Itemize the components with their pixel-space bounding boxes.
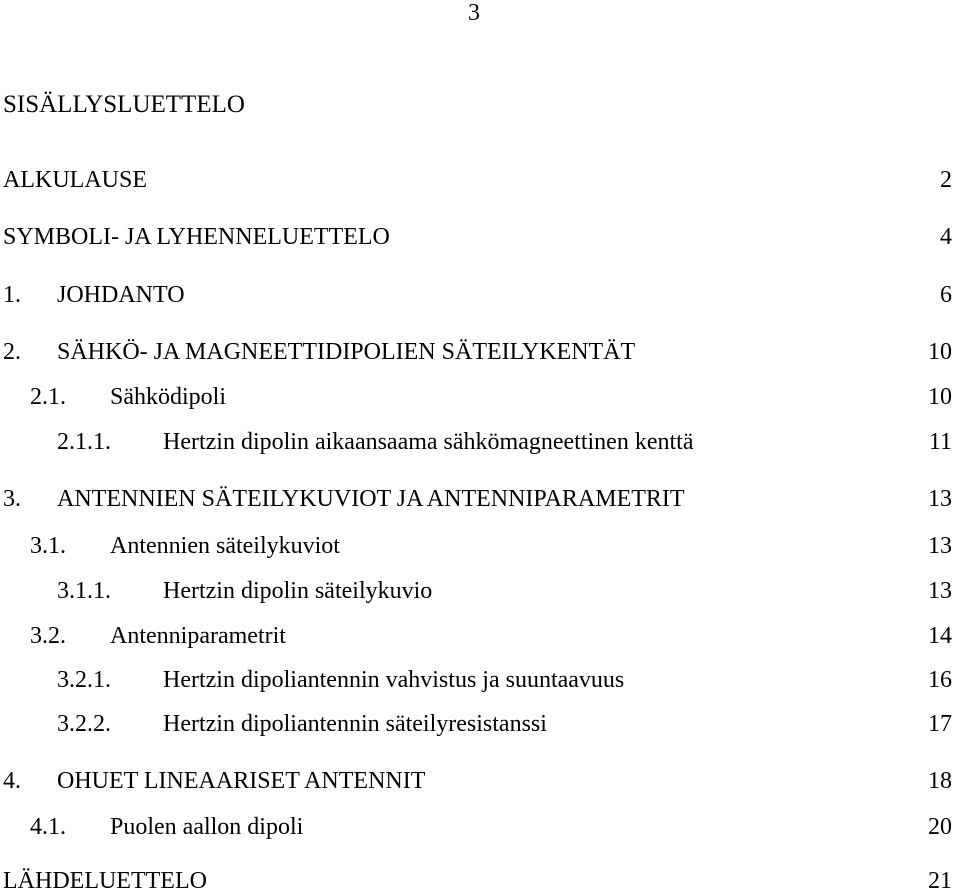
toc-entry-2-1: [0, 383, 960, 411]
toc-entry-number: 4.: [3, 768, 21, 794]
toc-entry-1: [0, 281, 960, 309]
toc-entry-text: Antennien säteilykuviot: [110, 533, 340, 559]
toc-entry-number: 3.2.: [30, 623, 66, 649]
toc-entry-alkulause: [0, 166, 960, 194]
toc-entry-text: ANTENNIEN SÄTEILYKUVIOT JA ANTENNIPARAMETRIT: [57, 486, 685, 512]
toc-entry-text: Hertzin dipolin aikaansaama sähkömagneettinen kenttä: [163, 429, 694, 455]
toc-entry-number: 1.: [3, 282, 21, 308]
toc-entry-number: 3.1.: [30, 533, 66, 559]
toc-entry-text: Sähködipoli: [110, 384, 227, 410]
toc-entry-text: SYMBOLI- JA LYHENNELUETTELO: [3, 224, 390, 250]
toc-entry-page: 14: [928, 623, 952, 649]
toc-entry-text: Puolen aallon dipoli: [110, 814, 304, 840]
toc-entry-number: 2.1.: [30, 384, 66, 410]
toc-entry-number: 4.1.: [30, 814, 66, 840]
toc-entry-text: Hertzin dipoliantennin vahvistus ja suuntaavuus: [163, 667, 625, 693]
toc-entry-page: 10: [928, 384, 952, 410]
toc-entry-text: Hertzin dipolin säteilykuvio: [163, 578, 433, 604]
toc-entry-3-1: [0, 532, 960, 560]
toc-entry-3-2: [0, 622, 960, 650]
toc-entry-page: 11: [928, 429, 952, 455]
toc-entry-text: JOHDANTO: [57, 282, 185, 308]
toc-entry-number: 3.: [3, 486, 21, 512]
toc-entry-4-1: [0, 813, 960, 841]
toc-entry-page: 18: [928, 768, 952, 794]
toc-entry-page: 21: [928, 868, 952, 894]
toc-entry-number: 3.2.2.: [57, 711, 111, 737]
toc-entry-page: 10: [928, 339, 952, 365]
toc-entry-text: ALKULAUSE: [3, 167, 147, 193]
toc-entry-2: [0, 338, 960, 366]
toc-entry-page: 13: [928, 578, 952, 604]
toc-entry-4: [0, 767, 960, 795]
toc-entry-number: 3.1.1.: [57, 578, 111, 604]
toc-entry-text: LÄHDELUETTELO: [3, 868, 207, 894]
toc-entry-text: Hertzin dipoliantennin säteilyresistanssi: [163, 711, 547, 737]
toc-entry-page: 13: [928, 486, 952, 512]
toc-entry-symboliluettelo: [0, 223, 960, 251]
toc-entry-page: 17: [928, 711, 952, 737]
toc-entry-text: SÄHKÖ- JA MAGNEETTIDIPOLIEN SÄTEILYKENTÄT: [57, 339, 636, 365]
toc-entry-page: 2: [940, 167, 952, 193]
toc-entry-3: [0, 485, 960, 513]
toc-entry-page: 4: [940, 224, 952, 250]
toc-entry-3-2-2: [0, 710, 960, 738]
toc-entry-page: 13: [928, 533, 952, 559]
toc-entry-number: 2.: [3, 339, 21, 365]
toc-entry-3-2-1: [0, 666, 960, 694]
page-number: 3: [468, 0, 480, 26]
toc-entry-page: 16: [928, 667, 952, 693]
toc-entry-page: 6: [940, 282, 952, 308]
toc-entry-number: 3.2.1.: [57, 667, 111, 693]
toc-entry-number: 2.1.1.: [57, 429, 111, 455]
toc-entry-2-1-1: [0, 428, 960, 456]
toc-entry-page: 20: [928, 814, 952, 840]
toc-title: SISÄLLYSLUETTELO: [3, 91, 245, 118]
toc-entry-text: OHUET LINEAARISET ANTENNIT: [57, 768, 426, 794]
toc-entry-text: Antenniparametrit: [110, 623, 286, 649]
toc-entry-lahdeluettelo: [0, 867, 960, 895]
toc-entry-3-1-1: [0, 577, 960, 605]
